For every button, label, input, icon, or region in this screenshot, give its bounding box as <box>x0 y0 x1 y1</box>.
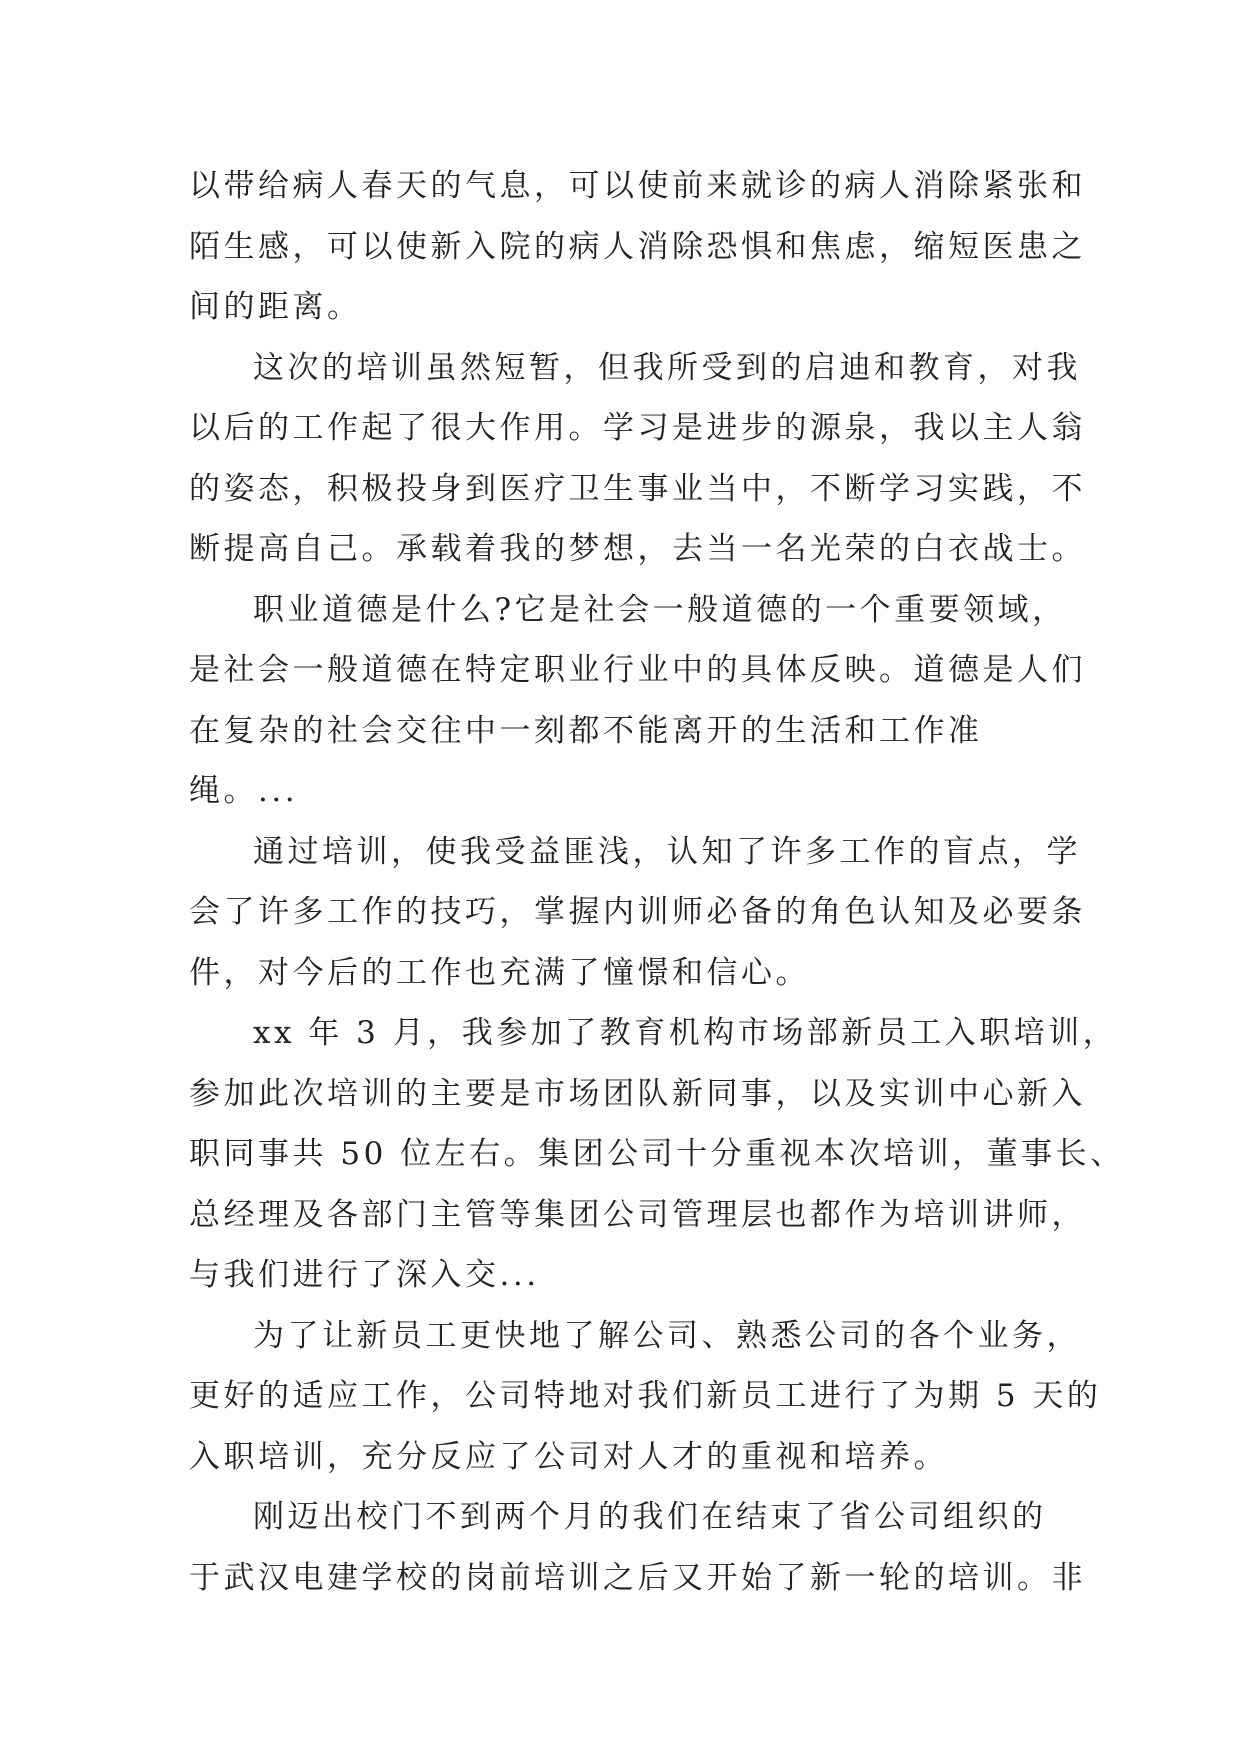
text-line: 会了许多工作的技巧，掌握内训师必备的角色认知及必要条 <box>189 894 1086 930</box>
text-line: 是社会一般道德在特定职业行业中的具体反映。道德是人们 <box>189 652 1086 688</box>
text-line: 件，对今后的工作也充满了憧憬和信心。 <box>189 954 810 991</box>
text-line: 断提高自己。承载着我的梦想，去当一名光荣的白衣战士。 <box>189 531 1086 567</box>
text-line: 在复杂的社会交往中一刻都不能离开的生活和工作准 <box>189 712 983 749</box>
text-line: 的姿态，积极投身到医疗卫生事业当中，不断学习实践，不 <box>189 470 1086 507</box>
text-line: 间的距离。 <box>189 289 362 325</box>
text-line: 参加此次培训的主要是市场团队新同事，以及实训中心新入 <box>189 1075 1086 1112</box>
paragraph-first-line: xx 年 3 月，我参加了教育机构市场部新员工入职培训， <box>253 1015 1118 1051</box>
paragraph-first-line: 刚迈出校门不到两个月的我们在结束了省公司组织的 <box>253 1499 1047 1535</box>
text-line: 绳。... <box>189 773 299 809</box>
paragraph-first-line: 为了让新员工更快地了解公司、熟悉公司的各个业务， <box>253 1317 1081 1354</box>
text-line: 于武汉电建学校的岗前培训之后又开始了新一轮的培训。非 <box>189 1559 1086 1596</box>
text-line: 以后的工作起了很大作用。学习是进步的源泉，我以主人翁 <box>189 410 1086 446</box>
text-line: 入职培训，充分反应了公司对人才的重视和培养。 <box>189 1438 948 1475</box>
text-line: 职同事共 50 位左右。集团公司十分重视本次培训，董事长、 <box>189 1136 1125 1172</box>
paragraph-first-line: 通过培训，使我受益匪浅，认知了许多工作的盲点，学 <box>253 833 1081 870</box>
paragraph-first-line: 职业道德是什么?它是社会一般道德的一个重要领域， <box>253 591 1067 628</box>
text-line: 更好的适应工作，公司特地对我们新员工进行了为期 5 天的 <box>189 1378 1102 1414</box>
text-line: 总经理及各部门主管等集团公司管理层也都作为培训讲师， <box>189 1196 1086 1233</box>
text-line: 以带给病人春天的气息，可以使前来就诊的病人消除紧张和 <box>189 168 1086 204</box>
text-line: 与我们进行了深入交... <box>189 1257 540 1293</box>
paragraph-first-line: 这次的培训虽然短暂，但我所受到的启迪和教育，对我 <box>253 349 1081 386</box>
text-line: 陌生感，可以使新入院的病人消除恐惧和焦虑，缩短医患之 <box>189 228 1086 265</box>
document-body <box>189 156 1125 1608</box>
